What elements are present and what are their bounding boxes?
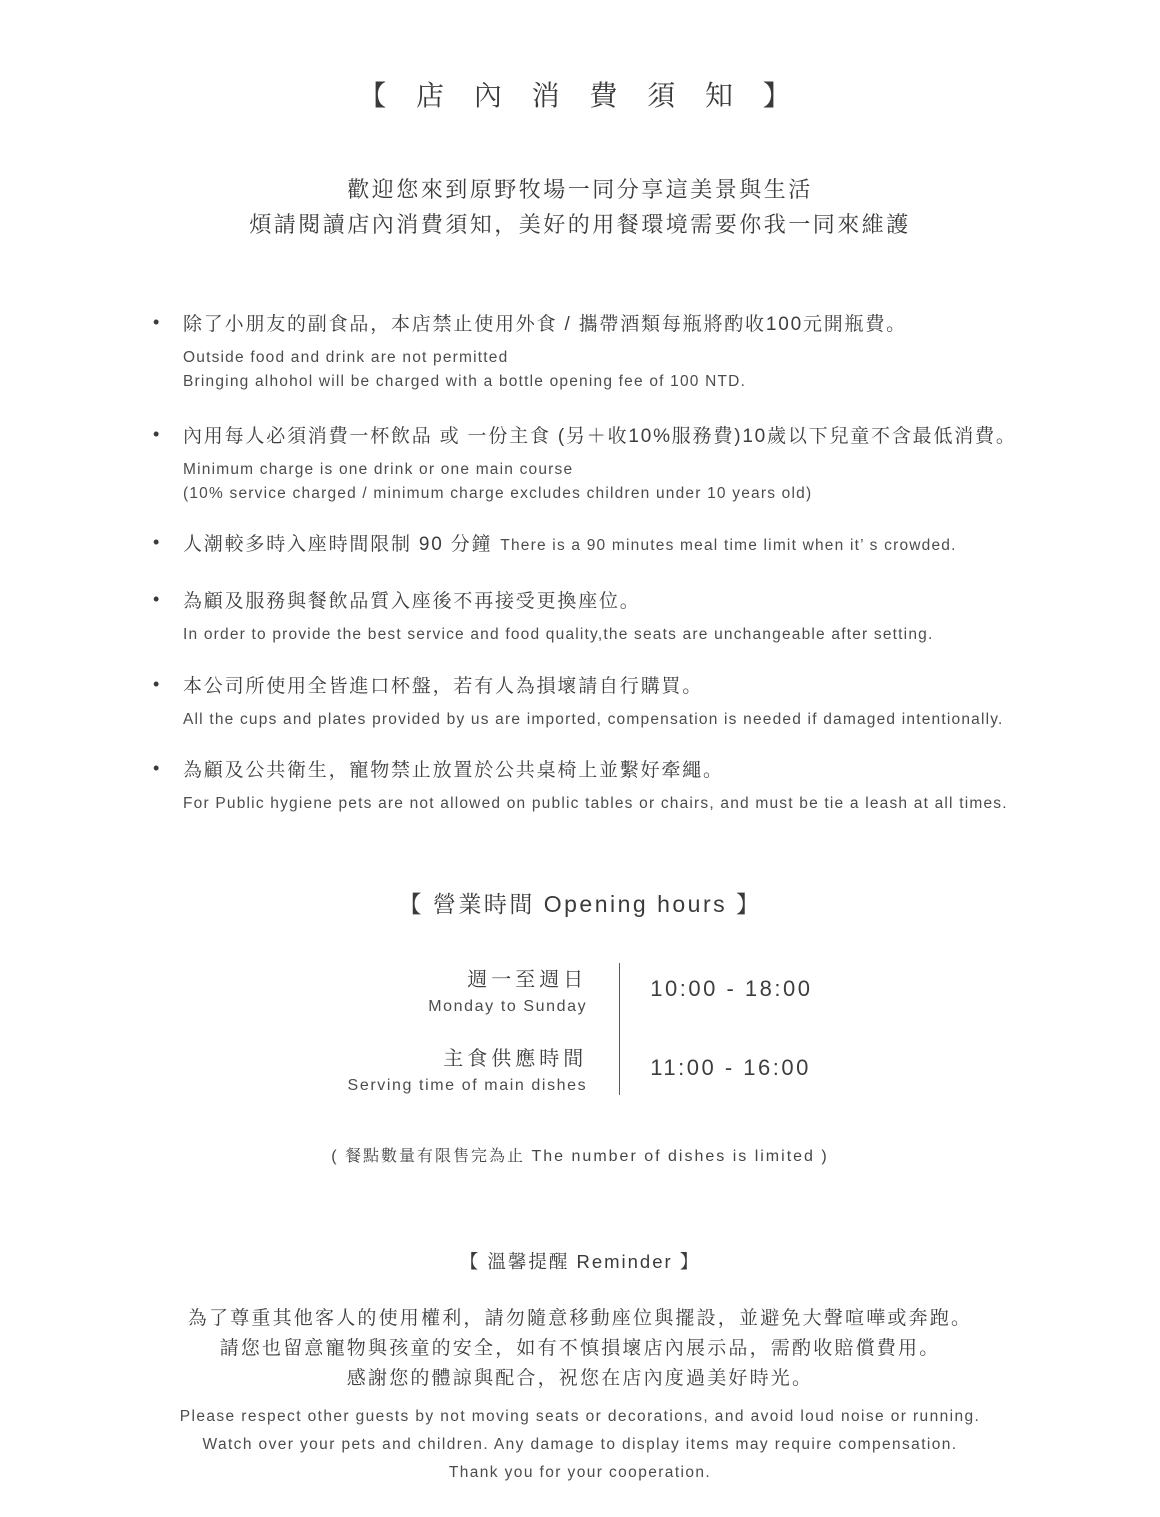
reminder-zh-block xyxy=(0,1304,1160,1394)
reminder-section xyxy=(0,1248,1160,1487)
bullet-dot-icon: • xyxy=(153,758,160,778)
hours-label-zh: 週一至週日 xyxy=(467,968,588,991)
reminder-line-zh: 感謝您的體諒與配合，祝您在店內度過美好時光。 xyxy=(346,1367,814,1389)
hours-label-column xyxy=(348,961,620,1097)
page-title: 【 店 內 消 費 須 知 】 xyxy=(358,80,802,111)
rule-text-zh: 內用每人必須消費一杯飲品 或 一份主食 (另＋收10%服務費)10歲以下兒童不含最低消費。 xyxy=(183,426,1017,447)
welcome-block xyxy=(0,172,1160,242)
reminder-title: 【 溫馨提醒 Reminder 】 xyxy=(459,1250,701,1272)
rule-text-en: Outside food and drink are not permitted xyxy=(183,349,509,366)
welcome-line: 煩請閱讀店內消費須知，美好的用餐環境需要你我一同來維護 xyxy=(249,212,911,237)
hours-label-en: Monday to Sunday xyxy=(428,997,588,1015)
rule-text-zh xyxy=(183,532,1100,558)
rule-item xyxy=(153,532,1100,558)
rule-text-en: Minimum charge is one drink or one main course xyxy=(183,461,574,478)
rule-text-zh: 本公司所使用全皆進口杯盤，若有人為損壞請自行購買。 xyxy=(183,675,704,697)
bullet-dot-icon: • xyxy=(153,312,160,332)
rule-text-en: (10% service charged / minimum charge excludes children under 10 years old) xyxy=(183,484,813,502)
bullet-dot-icon: • xyxy=(153,532,160,552)
bullet-dot-icon: • xyxy=(153,589,160,609)
reminder-line-en: Thank you for your cooperation. xyxy=(448,1463,712,1481)
bullet-dot-icon: • xyxy=(153,673,160,694)
hours-time-value: 10:00 - 18:00 xyxy=(650,976,813,1001)
reminder-line-en: Watch over your pets and children. Any damage to display items may require compensation. xyxy=(202,1435,958,1453)
opening-hours-table xyxy=(0,961,1160,1097)
rules-list xyxy=(153,312,1100,816)
hours-label-en: Serving time of main dishes xyxy=(347,1076,588,1094)
reminder-en-block xyxy=(0,1403,1160,1487)
bullet-dot-icon: • xyxy=(153,424,160,444)
rule-text-zh: 除了小朋友的副食品，本店禁止使用外食 / 攜帶酒類每瓶將酌收100元開瓶費。 xyxy=(183,314,907,335)
rule-item xyxy=(153,673,1100,732)
rule-text-en: In order to provide the best service and food quality,the seats are unchangeable after setting. xyxy=(183,626,934,643)
hours-row-label xyxy=(348,961,620,1018)
rule-text-en-inline: There is a 90 minutes meal time limit when it’ s crowded. xyxy=(500,537,957,554)
rule-text-en: For Public hygiene pets are not allowed on public tables or chairs, and must be tie a leash at all times. xyxy=(183,795,1008,812)
hours-note: ( 餐點數量有限售完為止 The number of dishes is limited ) xyxy=(331,1147,829,1165)
rule-item xyxy=(153,589,1100,647)
reminder-line-zh: 為了尊重其他客人的使用權利，請勿隨意移動座位與擺設，並避免大聲喧嘩或奔跑。 xyxy=(187,1307,973,1329)
rule-text-zh: 為顧及服務與餐飲品質入座後不再接受更換座位。 xyxy=(183,591,641,612)
rule-text-zh: 為顧及公共衛生，寵物禁止放置於公共桌椅上並繫好牽繩。 xyxy=(183,760,724,781)
rule-item xyxy=(153,312,1100,393)
welcome-line: 歡迎您來到原野牧場一同分享這美景與生活 xyxy=(347,177,813,202)
rule-text-zh-inline: 人潮較多時入座時間限制 90 分鐘 xyxy=(183,534,493,555)
opening-hours-section xyxy=(0,886,1160,1166)
reminder-line-zh: 請您也留意寵物與孩童的安全，如有不慎損壞店內展示品，需酌收賠償費用。 xyxy=(219,1337,941,1359)
rule-item xyxy=(153,758,1100,816)
rule-text-en: Bringing alhohol will be charged with a bottle opening fee of 100 NTD. xyxy=(183,372,747,390)
hours-time-value: 11:00 - 16:00 xyxy=(650,1055,811,1080)
hours-time-column xyxy=(620,961,812,1097)
hours-label-zh: 主食供應時間 xyxy=(443,1047,588,1070)
reminder-line-en: Please respect other guests by not moving seats or decorations, and avoid loud noise or running. xyxy=(179,1407,981,1425)
hours-row-label xyxy=(348,1040,620,1097)
rule-item xyxy=(153,424,1100,505)
rule-text-en: All the cups and plates provided by us are imported, compensation is needed if damaged intentionally. xyxy=(183,710,1004,728)
opening-hours-title: 【 營業時間 Opening hours 】 xyxy=(398,890,762,917)
